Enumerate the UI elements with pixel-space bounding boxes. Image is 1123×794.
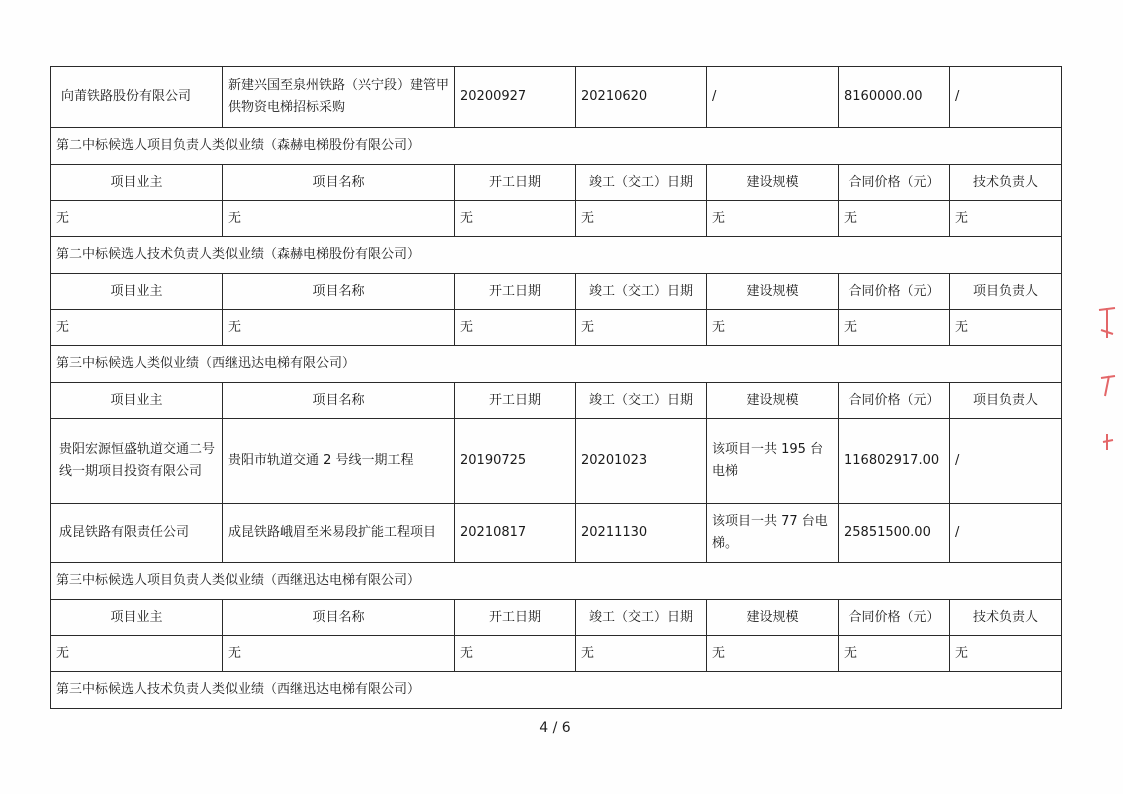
col-header: 开工日期 — [455, 600, 576, 636]
col-header: 竣工（交工）日期 — [576, 383, 707, 419]
col-header: 开工日期 — [455, 383, 576, 419]
col-header: 建设规模 — [707, 274, 839, 310]
cell-scale: / — [707, 67, 839, 128]
table-cell: 无 — [707, 310, 839, 346]
table-cell: 无 — [223, 201, 455, 237]
table-cell: 成昆铁路峨眉至米易段扩能工程项目 — [223, 504, 455, 563]
section-title: 第二中标候选人项目负责人类似业绩（森赫电梯股份有限公司） — [51, 128, 1062, 165]
table-cell: 25851500.00 — [839, 504, 950, 563]
section-title-row — [51, 128, 1062, 165]
section-title: 第二中标候选人技术负责人类似业绩（森赫电梯股份有限公司） — [51, 237, 1062, 274]
col-header: 合同价格（元） — [839, 383, 950, 419]
table-cell: / — [950, 419, 1062, 504]
table-cell: 该项目一共 77 台电梯。 — [707, 504, 839, 563]
header-row — [51, 383, 1062, 419]
page-number: 4 / 6 — [539, 720, 571, 736]
table-row — [51, 636, 1062, 672]
table-cell: 无 — [223, 636, 455, 672]
col-header: 竣工（交工）日期 — [576, 600, 707, 636]
table-cell: 116802917.00 — [839, 419, 950, 504]
section-title-row — [51, 672, 1062, 709]
table-cell: 无 — [950, 310, 1062, 346]
table-cell: 20190725 — [455, 419, 576, 504]
table-cell: 无 — [455, 201, 576, 237]
col-header: 项目业主 — [51, 600, 223, 636]
table-cell: 无 — [707, 201, 839, 237]
col-header: 建设规模 — [707, 165, 839, 201]
col-header: 开工日期 — [455, 165, 576, 201]
col-header: 项目负责人 — [950, 274, 1062, 310]
cell-owner: 向莆铁路股份有限公司 — [51, 67, 223, 128]
table-row — [51, 201, 1062, 237]
col-header: 项目业主 — [51, 165, 223, 201]
col-header: 建设规模 — [707, 383, 839, 419]
header-row — [51, 600, 1062, 636]
performance-table — [50, 66, 1062, 709]
table-cell: 无 — [950, 201, 1062, 237]
table-cell: 无 — [839, 636, 950, 672]
cell-end: 20210620 — [576, 67, 707, 128]
col-header: 合同价格（元） — [839, 165, 950, 201]
col-header: 项目名称 — [223, 165, 455, 201]
cell-name: 新建兴国至泉州铁路（兴宁段）建管甲供物资电梯招标采购 — [223, 67, 455, 128]
col-header: 技术负责人 — [950, 165, 1062, 201]
table-row — [51, 67, 1062, 128]
cell-person: / — [950, 67, 1062, 128]
table-cell: 无 — [455, 310, 576, 346]
table-cell: 无 — [576, 310, 707, 346]
table-cell: 无 — [51, 201, 223, 237]
col-header: 建设规模 — [707, 600, 839, 636]
table-cell: 该项目一共 195 台电梯 — [707, 419, 839, 504]
section-title: 第三中标候选人类似业绩（西继迅达电梯有限公司） — [51, 346, 1062, 383]
table-cell: 成昆铁路有限责任公司 — [51, 504, 223, 563]
table-cell: 无 — [576, 636, 707, 672]
header-row — [51, 274, 1062, 310]
col-header: 项目名称 — [223, 274, 455, 310]
col-header: 合同价格（元） — [839, 274, 950, 310]
table-cell: 无 — [51, 310, 223, 346]
col-header: 项目业主 — [51, 274, 223, 310]
section-title-row — [51, 346, 1062, 383]
cell-price: 8160000.00 — [839, 67, 950, 128]
header-row — [51, 165, 1062, 201]
table-cell: 无 — [950, 636, 1062, 672]
section-title: 第三中标候选人技术负责人类似业绩（西继迅达电梯有限公司） — [51, 672, 1062, 709]
table-cell: 贵阳宏源恒盛轨道交通二号线一期项目投资有限公司 — [51, 419, 223, 504]
col-header: 项目名称 — [223, 383, 455, 419]
col-header: 技术负责人 — [950, 600, 1062, 636]
table-cell: 无 — [839, 201, 950, 237]
stamp-marks — [1099, 308, 1115, 450]
seal-stamp-fragment — [1095, 300, 1119, 460]
col-header: 项目负责人 — [950, 383, 1062, 419]
table-cell: / — [950, 504, 1062, 563]
table-cell: 无 — [455, 636, 576, 672]
table-row — [51, 310, 1062, 346]
table-row — [51, 419, 1062, 504]
col-header: 合同价格（元） — [839, 600, 950, 636]
table-row — [51, 504, 1062, 563]
col-header: 项目名称 — [223, 600, 455, 636]
cell-start: 20200927 — [455, 67, 576, 128]
table-cell: 无 — [223, 310, 455, 346]
table-cell: 无 — [839, 310, 950, 346]
col-header: 开工日期 — [455, 274, 576, 310]
col-header: 竣工（交工）日期 — [576, 274, 707, 310]
table-cell: 无 — [707, 636, 839, 672]
table-cell: 20210817 — [455, 504, 576, 563]
col-header: 项目业主 — [51, 383, 223, 419]
section-title: 第三中标候选人项目负责人类似业绩（西继迅达电梯有限公司） — [51, 563, 1062, 600]
table-cell: 贵阳市轨道交通 2 号线一期工程 — [223, 419, 455, 504]
section-title-row — [51, 563, 1062, 600]
col-header: 竣工（交工）日期 — [576, 165, 707, 201]
table-cell: 20211130 — [576, 504, 707, 563]
table-cell: 无 — [51, 636, 223, 672]
section-title-row — [51, 237, 1062, 274]
table-cell: 20201023 — [576, 419, 707, 504]
table-cell: 无 — [576, 201, 707, 237]
